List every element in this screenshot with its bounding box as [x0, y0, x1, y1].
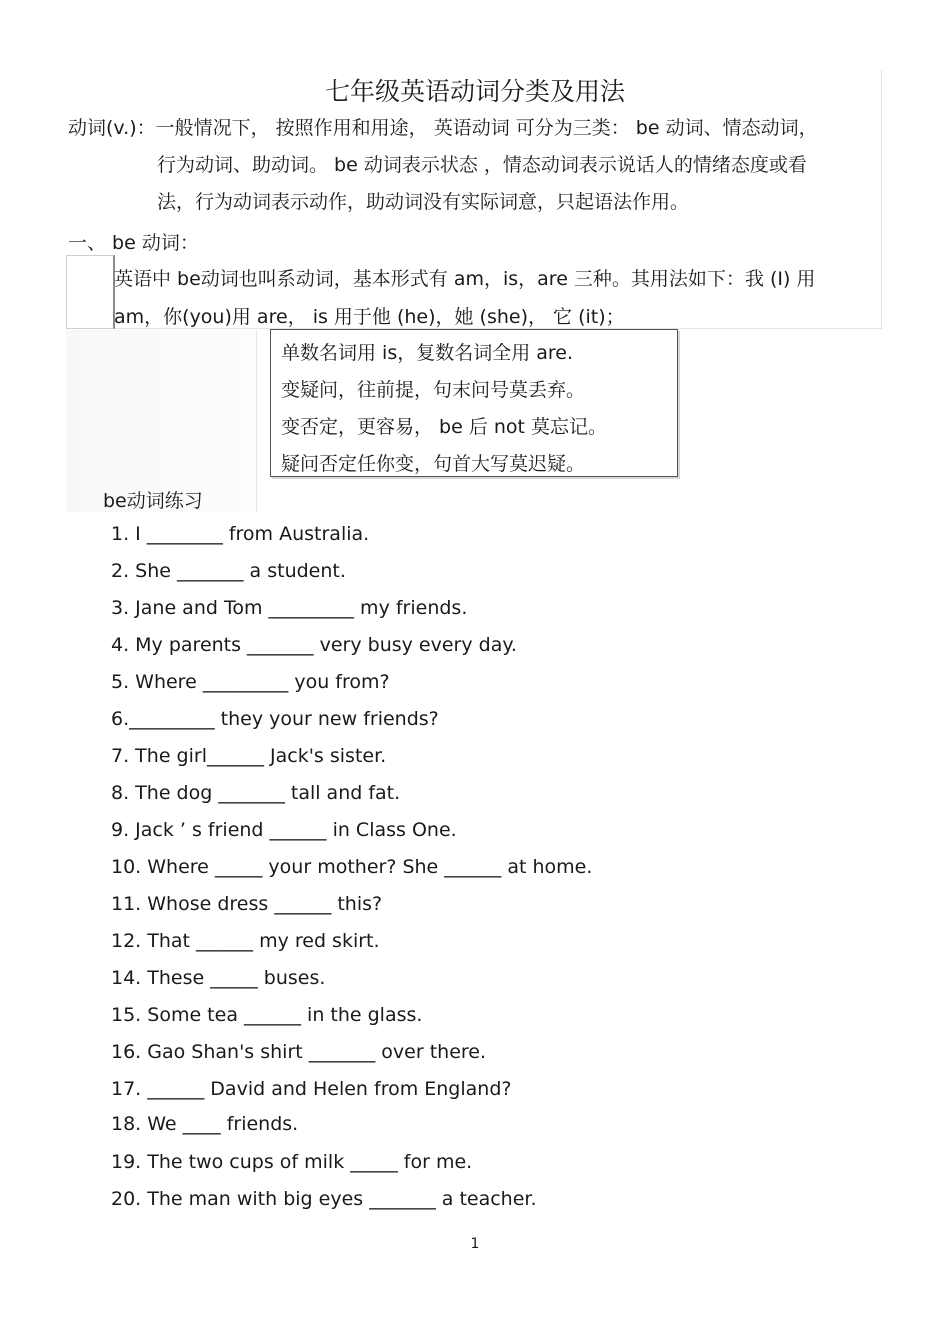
- rhyme-line: 变疑问，往前提，句末问号莫丢弃。: [281, 379, 586, 401]
- rhyme-box: [270, 329, 678, 477]
- page-title: 七年级英语动词分类及用法: [324, 77, 625, 106]
- exercise-item: 9. Jack ’ s friend ______ in Class One.: [111, 819, 457, 841]
- exercise-item: 14. These _____ buses.: [111, 967, 326, 989]
- exercise-item: 15. Some tea ______ in the glass.: [111, 1004, 423, 1026]
- rhyme-line: 单数名词用 is，复数名词全用 are.: [281, 342, 574, 364]
- exercise-item: 18. We ____ friends.: [111, 1113, 299, 1135]
- exercise-item: 2. She _______ a student.: [111, 560, 346, 582]
- exercise-item: 5. Where _________ you from?: [111, 671, 390, 693]
- intro-line-1: 动词(v.)：一般情况下， 按照作用和用途， 英语动词 可分为三类： be 动词、情态动词，: [68, 117, 818, 139]
- exercise-item: 17. ______ David and Helen from England?: [111, 1078, 512, 1100]
- exercise-item: 19. The two cups of milk _____ for me.: [111, 1151, 473, 1173]
- practice-title: be动词练习: [103, 490, 203, 512]
- exercise-item: 4. My parents _______ very busy every day.: [111, 634, 517, 656]
- section-heading: 一、 be 动词：: [68, 232, 199, 254]
- left-shaded-area: [66, 330, 257, 512]
- exercise-item: 10. Where _____ your mother? She ______ at home.: [111, 856, 593, 878]
- exercise-item: 20. The man with big eyes _______ a teacher.: [111, 1188, 537, 1210]
- intro-line-2: 行为动词、助动词。 be 动词表示状态 ，情态动词表示说话人的情绪态度或看: [157, 154, 807, 176]
- exercise-item: 12. That ______ my red skirt.: [111, 930, 380, 952]
- intro-line-3: 法，行为动词表示动作，助动词没有实际词意，只起语法作用。: [157, 191, 690, 213]
- exercise-item: 6._________ they your new friends?: [111, 708, 439, 730]
- exercise-item: 8. The dog _______ tall and fat.: [111, 782, 401, 804]
- be-verb-line-1: 英语中 be动词也叫系动词，基本形式有 am，is，are 三种。其用法如下：我 (I) 用: [114, 268, 816, 290]
- exercise-item: 11. Whose dress ______ this?: [111, 893, 383, 915]
- exercise-item: 1. I ________ from Australia.: [111, 523, 370, 545]
- margin-box: [66, 255, 115, 329]
- be-verb-line-2: am，你(you)用 are， is 用于他 (he)，她 (she)， 它 (it)；: [114, 306, 625, 328]
- rhyme-line: 变否定，更容易， be 后 not 莫忘记。: [281, 416, 608, 438]
- exercise-item: 16. Gao Shan's shirt _______ over there.: [111, 1041, 487, 1063]
- rhyme-line: 疑问否定任你变，句首大写莫迟疑。: [281, 453, 586, 475]
- exercise-item: 7. The girl______ Jack's sister.: [111, 745, 387, 767]
- page-number: 1: [470, 1236, 480, 1252]
- exercise-item: 3. Jane and Tom _________ my friends.: [111, 597, 468, 619]
